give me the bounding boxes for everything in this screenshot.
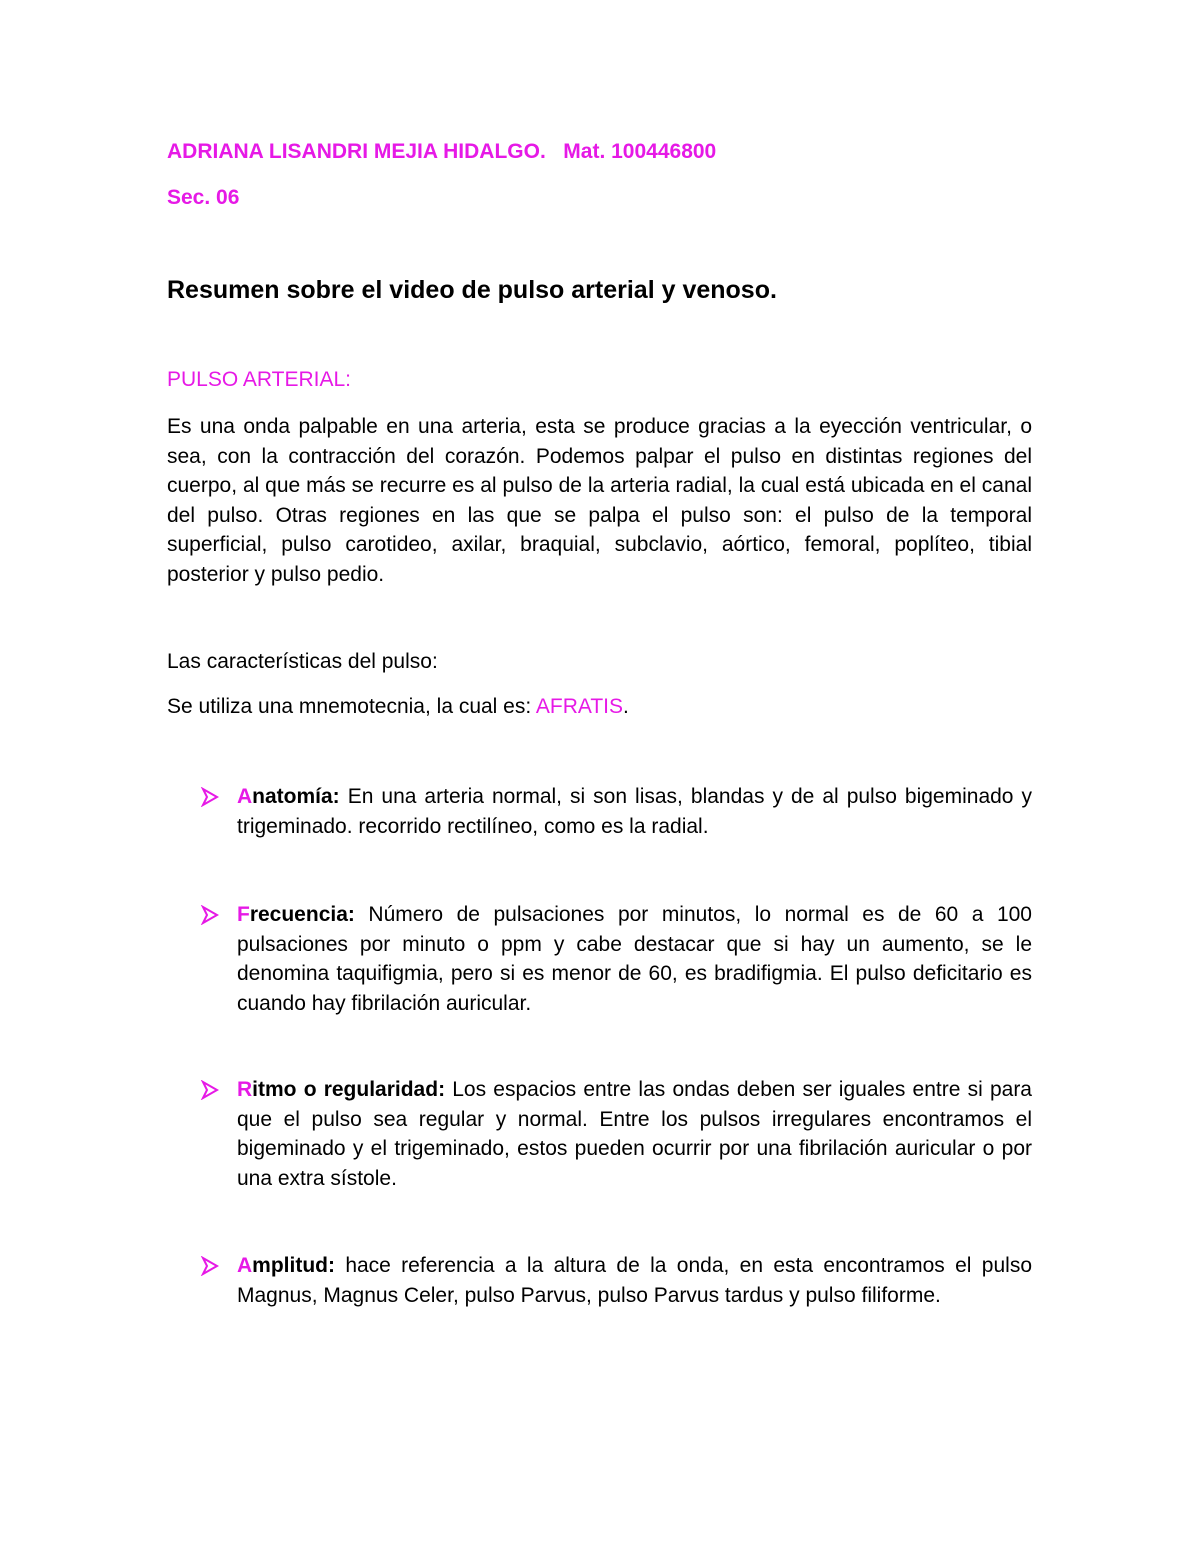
mnemotecnia-line: [167, 695, 629, 719]
mnemotecnia-word: AFRATIS: [535, 695, 623, 718]
list-item-amplitud: [200, 1251, 1032, 1310]
list-item-frecuencia: [200, 900, 1032, 1018]
term-description: En una arteria normal, si son lisas, blandas y de al pulso bigeminado y trigeminado. recorrido rectilíneo, como es la radial.: [237, 785, 1032, 838]
term-description: hace referencia a la altura de la onda, en esta encontramos el pulso Magnus, Magnus Celer, pulso Parvus, pulso Parvus tardus y pulso filiforme.: [237, 1254, 1032, 1307]
term-initial: F: [237, 903, 250, 926]
list-item-anatomia: [200, 782, 1032, 841]
mnemotecnia-suffix: .: [623, 695, 629, 718]
arrow-bullet-icon: [200, 787, 220, 807]
caracteristicas-intro: Las características del pulso:: [167, 650, 438, 673]
author-line: ADRIANA LISANDRI MEJIA HIDALGO. Mat. 100446800: [167, 140, 717, 163]
list-item-text: [237, 1075, 1032, 1193]
term-initial: R: [237, 1078, 253, 1101]
list-item-text: [237, 782, 1032, 841]
section-number: Sec. 06: [167, 186, 240, 209]
list-item-text: [237, 900, 1032, 1018]
pulso-arterial-heading: PULSO ARTERIAL:: [167, 368, 352, 391]
mnemotecnia-prefix: Se utiliza una mnemotecnia, la cual es:: [167, 695, 536, 718]
arrow-bullet-icon: [200, 1256, 220, 1276]
term-rest: itmo o regularidad:: [252, 1078, 446, 1101]
term-rest: natomía:: [252, 785, 340, 808]
term-rest: recuencia:: [249, 903, 355, 926]
term-initial: A: [237, 785, 253, 808]
list-item-ritmo: [200, 1075, 1032, 1193]
pulso-arterial-paragraph: Es una onda palpable en una arteria, esta se produce gracias a la eyección ventricular, o sea, con la contracción del corazón. Podemos palpar el pulso en distintas regiones del cuerpo, al que más se recurre es al pulso de la arteria radial, la cual está ubicada en el canal del pulso. Otras regiones en las que se palpa el pulso son: el pulso de la temporal superficial, pulso carotideo, axilar, braquial, subclavio, aórtico, femoral, poplíteo, tibial posterior y pulso pedio.: [167, 415, 1032, 586]
term-rest: mplitud:: [252, 1254, 335, 1277]
term-description: Los espacios entre las ondas deben ser iguales entre si para que el pulso sea regular y normal. Entre los pulsos irregulares encontramos el bigeminado y el trigeminado, estos pueden ocurrir por una fibrilación auricular o por una extra sístole.: [237, 1078, 1032, 1190]
arrow-bullet-icon: [200, 1080, 220, 1100]
document-title: Resumen sobre el video de pulso arterial y venoso.: [167, 276, 777, 304]
term-initial: A: [237, 1254, 253, 1277]
list-item-text: [237, 1251, 1032, 1310]
term-description: Número de pulsaciones por minutos, lo normal es de 60 a 100 pulsaciones por minuto o ppm y cabe destacar que si hay un aumento, se le denomina taquifigmia, pero si es menor de 60, es bradifigmia. El pulso deficitario es cuando hay fibrilación auricular.: [237, 903, 1032, 1015]
arrow-bullet-icon: [200, 905, 220, 925]
